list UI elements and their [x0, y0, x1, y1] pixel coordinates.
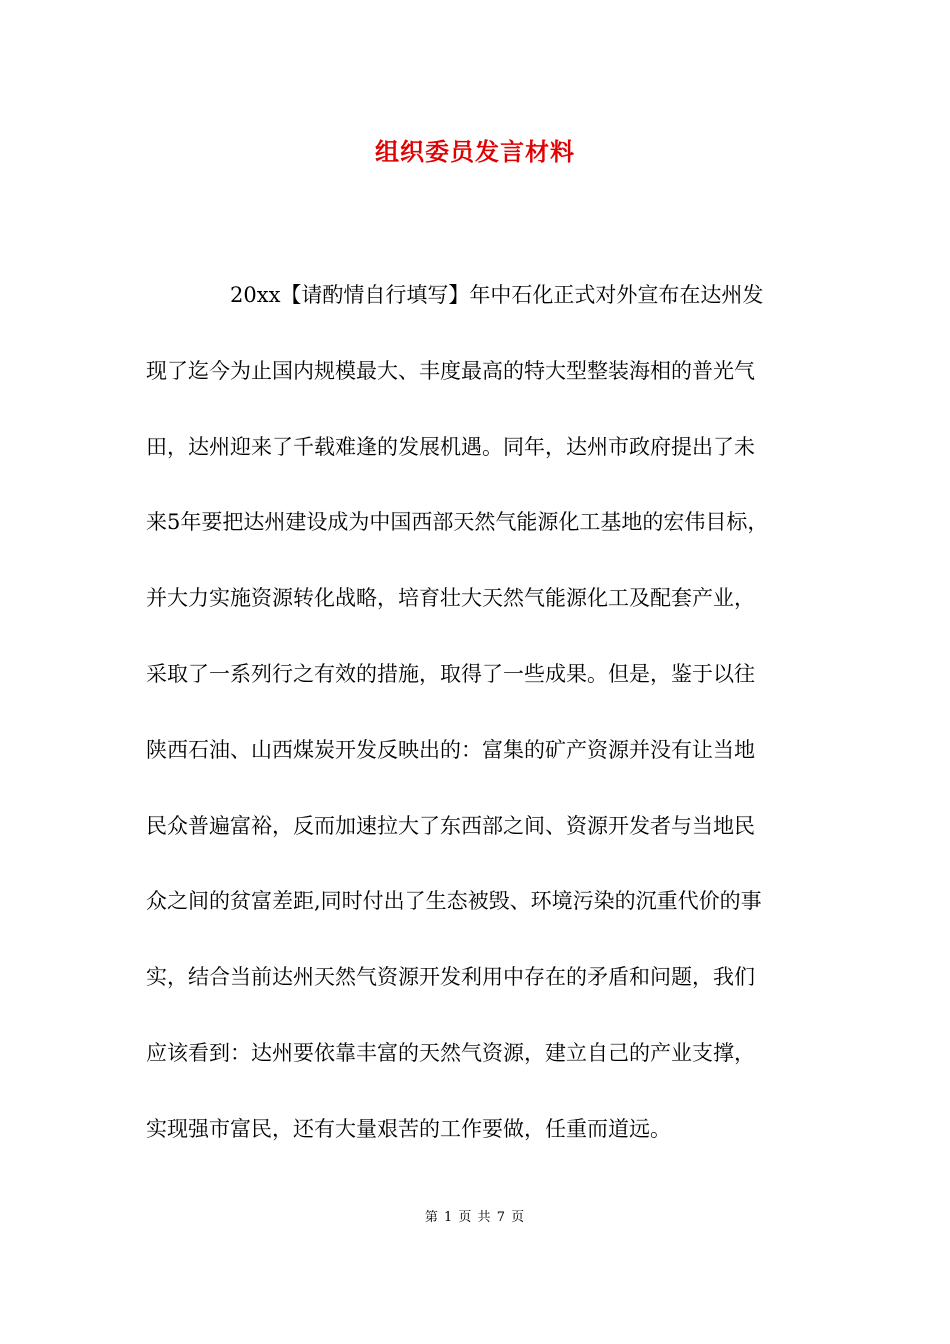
body-line: 采取了一系列行之有效的措施，取得了一些成果。但是，鉴于以往: [146, 661, 755, 686]
body-line: 陕西石油、山西煤炭开发反映出的：富集的矿产资源并没有让当地: [146, 737, 755, 762]
body-line: 来5年要把达州建设成为中国西部天然气能源化工基地的宏伟目标，: [146, 510, 769, 535]
body-line: 应该看到：达州要依靠丰富的天然气资源，建立自己的产业支撑，: [146, 1040, 755, 1065]
body-line: 20xx【请酌情自行填写】年中石化正式对外宣布在达州发: [230, 283, 764, 307]
document-title: 组织委员发言材料: [375, 138, 575, 166]
body-line: 实，结合当前达州天然气资源开发利用中存在的矛盾和问题，我们: [146, 965, 755, 990]
page-number-footer: 第 1 页 共 7 页: [424, 1210, 526, 1225]
document-body: [146, 275, 826, 1185]
body-line: 众之间的贫富差距,同时付出了生态被毁、环境污染的沉重代价的事: [146, 889, 762, 914]
body-line: 现了迄今为止国内规模最大、丰度最高的特大型整装海相的普光气: [146, 358, 755, 383]
body-line: 民众普遍富裕，反而加速拉大了东西部之间、资源开发者与当地民: [146, 813, 755, 838]
body-line: 实现强市富民，还有大量艰苦的工作要做，任重而道远。: [146, 1116, 671, 1141]
body-line: 田，达州迎来了千载难逢的发展机遇。同年，达州市政府提出了未: [146, 434, 755, 459]
body-line: 并大力实施资源转化战略，培育壮大天然气能源化工及配套产业，: [146, 586, 755, 611]
